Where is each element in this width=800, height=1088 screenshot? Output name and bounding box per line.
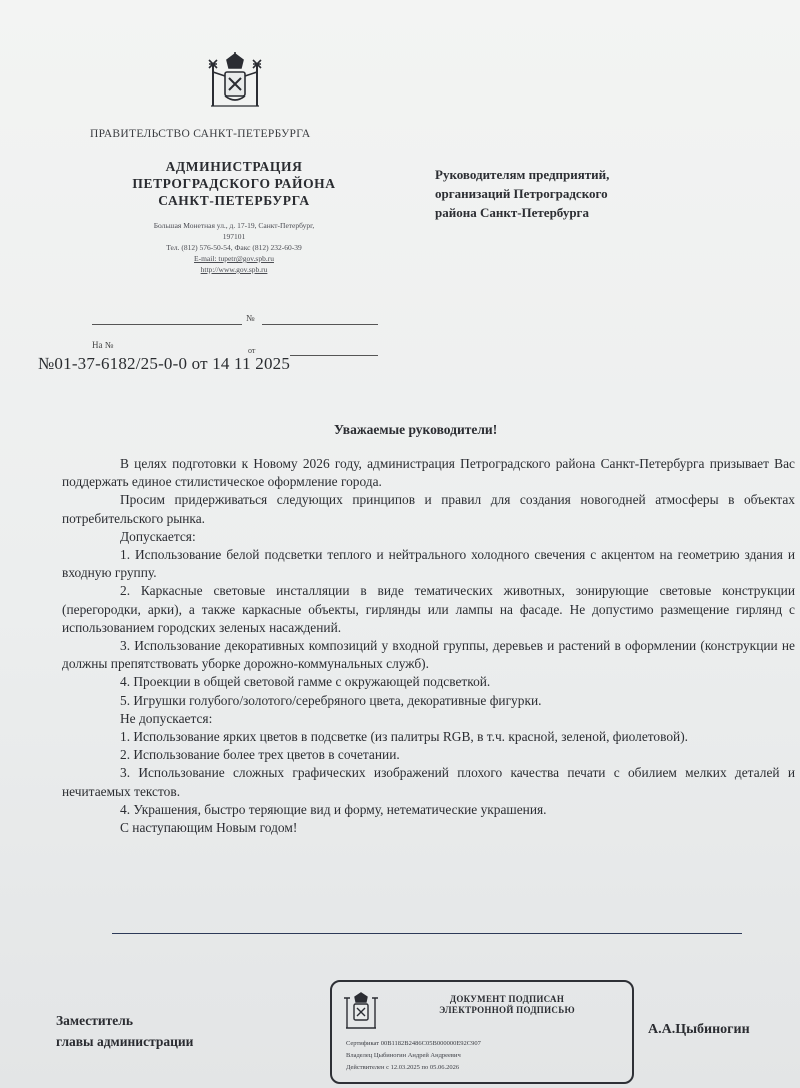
list-item: 5. Игрушки голубого/золотого/серебряного цвета, декоративные фигурки. xyxy=(120,692,542,708)
reg-no-sign: № xyxy=(246,313,255,323)
stamp-title xyxy=(392,994,622,1016)
forbidden-heading: Не допускается: xyxy=(120,710,213,726)
allowed-heading: Допускается: xyxy=(120,528,196,544)
reg-date-line xyxy=(92,324,242,325)
list-item: 2. Каркасные световые инсталляции в виде тематических животных, зонирующие световые конструкции (перегородки, арки), а также каркасные объекты, гирлянды или лампы на фасаде. Не допустимо размещение гирлянд с использованием городских зеленых насаждений. xyxy=(62,583,795,635)
paragraph: Просим придерживаться следующих принципов и правил для создания новогодней атмосферы в объектах потребительского рынка. xyxy=(62,492,795,526)
certificate-line: Сертификат 00B1182B2486C05B000000E92C907 xyxy=(346,1040,481,1047)
letter-body xyxy=(62,455,795,837)
recipient-line: Руководителям предприятий, xyxy=(435,167,610,182)
validity-line: Действителен с 12.03.2025 по 05.06.2026 xyxy=(346,1064,460,1071)
position-line: главы администрации xyxy=(56,1034,194,1049)
contact-address xyxy=(100,220,368,275)
recipient-line: района Санкт-Петербурга xyxy=(435,205,589,220)
recipient-block xyxy=(435,165,735,222)
outgoing-number: №01-37-6182/25-0-0 от 14 11 2025 xyxy=(38,354,291,373)
electronic-signature-stamp xyxy=(330,980,634,1084)
position-line: Заместитель xyxy=(56,1013,133,1028)
list-item: 4. Украшения, быстро теряющие вид и форму, нетематические украшения. xyxy=(120,801,547,817)
website-link[interactable]: http://www.gov.spb.ru xyxy=(200,265,268,274)
address-line: Тел. (812) 576-50-54, Факс (812) 232-60-39 xyxy=(166,243,302,252)
email-link[interactable]: E-mail: tupetr@gov.spb.ru xyxy=(194,254,274,263)
recipient-line: организаций Петроградского xyxy=(435,186,608,201)
admin-line: АДМИНИСТРАЦИЯ xyxy=(165,159,303,174)
ot-label: от xyxy=(248,346,256,355)
owner-line: Владелец Цыбиногин Андрей Андреевич xyxy=(346,1052,461,1059)
administration-name xyxy=(100,158,368,209)
stamp-title-line: ДОКУМЕНТ ПОДПИСАН xyxy=(449,994,565,1004)
signer-name: А.А.Цыбиногин xyxy=(648,1022,750,1037)
list-item: 1. Использование ярких цветов в подсветке (из палитры RGB, в т.ч. красной, зеленой, фиолетовой). xyxy=(120,729,689,745)
address-line: Большая Монетная ул., д. 17-19, Санкт-Петербург, xyxy=(153,221,315,230)
list-item: 4. Проекции в общей световой гамме с окружающей подсветкой. xyxy=(120,674,491,690)
stamp-coat-of-arms-icon xyxy=(342,990,380,1032)
address-line: 197101 xyxy=(222,232,246,241)
list-item: 1. Использование белой подсветки теплого и нейтрального холодного свечения с акцентом на геометрию здания и входную группу. xyxy=(62,547,795,581)
list-item: 3. Использование декоративных композиций у входной группы, деревьев и растений в оформлении (конструкции не должны препятствовать уборке дорожно-коммунальных служб). xyxy=(62,638,795,672)
list-item: 2. Использование более трех цветов в сочетании. xyxy=(120,747,400,763)
reg-ref-line xyxy=(290,355,378,356)
stamp-title-line: ЭЛЕКТРОННОЙ ПОДПИСЬЮ xyxy=(439,1005,575,1015)
signatory-position xyxy=(56,1010,193,1052)
na-no-label: На № xyxy=(92,340,114,350)
coat-of-arms-icon xyxy=(205,50,265,112)
pen-underline xyxy=(112,933,742,934)
salutation: Уважаемые руководители! xyxy=(334,422,498,437)
list-item: 3. Использование сложных графических изображений плохого качества печати с обилием мелких деталей и нечитаемых текстов. xyxy=(62,765,795,799)
admin-line: САНКТ-ПЕТЕРБУРГА xyxy=(158,193,310,208)
admin-line: ПЕТРОГРАДСКОГО РАЙОНА xyxy=(132,176,336,191)
certificate-info xyxy=(346,1038,626,1074)
closing-line: С наступающим Новым годом! xyxy=(120,820,298,836)
paragraph: В целях подготовки к Новому 2026 году, администрация Петроградского района Санкт-Петербурга призывает Вас поддержать единое стилистическое оформление города. xyxy=(62,456,795,490)
government-title: ПРАВИТЕЛЬСТВО САНКТ-ПЕТЕРБУРГА xyxy=(90,128,311,140)
reg-number-line xyxy=(262,324,378,325)
